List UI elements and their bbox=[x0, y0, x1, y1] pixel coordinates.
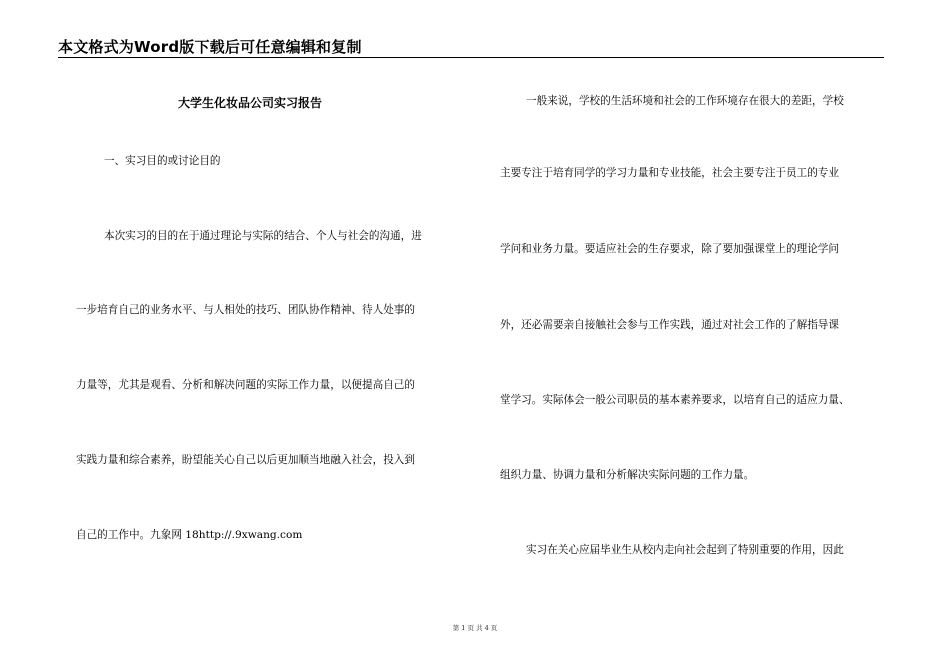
paragraph-line: 一步培育自己的业务水平、与人相处的技巧、团队协作精神、待人处事的 bbox=[76, 304, 415, 316]
paragraph-line: 本次实习的目的在于通过理论与实际的结合、个人与社会的沟通，进 bbox=[104, 230, 422, 242]
paragraph-line: 一般来说，学校的生活环境和社会的工作环境存在很大的差距，学校 bbox=[526, 95, 844, 107]
banner-divider bbox=[58, 57, 884, 58]
paragraph-line: 堂学习。实际体会一般公司职员的基本素养要求，以培育自己的适应力量、 bbox=[500, 394, 850, 406]
paragraph-line: 外，还必需要亲自接触社会参与工作实践，通过对社会工作的了解指导课 bbox=[500, 319, 839, 331]
document-banner: 本文格式为Word版下载后可任意编辑和复制 bbox=[58, 38, 362, 56]
section-heading: 一、实习目的或讨论目的 bbox=[104, 155, 221, 167]
paragraph-line: 力量等，尤其是观看、分析和解决问题的实际工作力量，以便提高自己的 bbox=[76, 379, 415, 391]
paragraph-line: 组织力量、协调力量和分析解决实际问题的工作力量。 bbox=[500, 469, 755, 481]
paragraph-line: 主要专注于培育同学的学习力量和专业技能，社会主要专注于员工的专业 bbox=[500, 167, 839, 179]
document-title: 大学生化妆品公司实习报告 bbox=[178, 96, 323, 110]
paragraph-line: 自己的工作中。九象网 18http://.9xwang.com bbox=[76, 529, 303, 541]
paragraph-line: 学问和业务力量。要适应社会的生存要求，除了要加强课堂上的理论学问 bbox=[500, 243, 839, 255]
paragraph-line: 实践力量和综合素养，盼望能关心自己以后更加顺当地融入社会，投入到 bbox=[76, 454, 415, 466]
page-number: 第 1 页 共 4 页 bbox=[452, 624, 498, 632]
paragraph-line: 实习在关心应届毕业生从校内走向社会起到了特别重要的作用，因此 bbox=[526, 544, 844, 556]
